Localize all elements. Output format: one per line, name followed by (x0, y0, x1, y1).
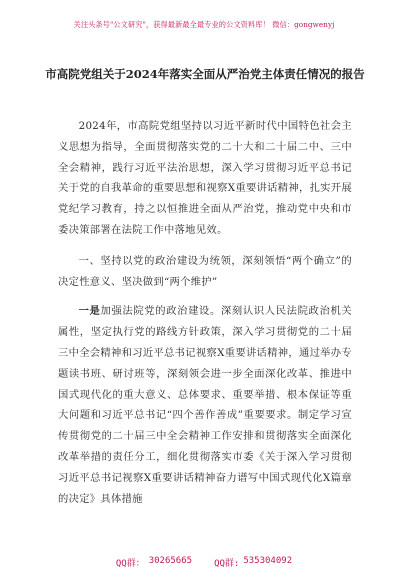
qq-label-2: QQ群: (214, 559, 240, 569)
qq-label-1: QQ群： (115, 559, 145, 569)
intro-paragraph: 2024年，市高院党组坚持以习近平新时代中国特色社会主义思想为指导，全面贯彻落实党的二十大和二十届二中、三中全会精神，践行习近平法治思想，深入学习贯彻习近平总书记关于党的自我革命的重要思想和视察X重要讲话精神，扎实开展党纪学习教育，持之以恒推进全面从严治党，推动党中央和市委决策部署在法院工作中落地见效。 (58, 120, 352, 236)
header-banner (0, 0, 408, 58)
body-paragraph (58, 301, 352, 509)
header-banner-text: 关注头条号"公文研究"，获得最新最全最专业的公文资料库！ 微信：gongwenyj (73, 20, 335, 29)
qq-number-2: 535304092 (243, 556, 293, 566)
footer-qq-group-2 (214, 556, 292, 574)
paragraph-text: 加强法院党的政治建设。深刻认识人民法院政治机关属性，坚定执行党的路线方针政策，深入学习贯彻党的二十届三中全会精神和习近平总书记视察X重要讲话精神，通过举办专题读书班、研讨班等，深刻领会进一步全面深化改革、推进中国式现代化的重大意义、总体要求、重要举措、根本保证等重大问题和习近平总书记“四个善作善成”重要要求。制定学习宣传贯彻党的二十届三中全会精神工作安排和贯彻落实全面深化改革举措的责任分工，细化贯彻落实市委《关于深入学习贯彻习近平总书记视察X重要讲话精神奋力谱写中国式现代化X篇章的决定》具体措施 (58, 305, 352, 505)
paragraph-lead: 一是 (78, 305, 101, 318)
footer-qq-group-1 (116, 556, 192, 574)
qq-number-1: 30265665 (148, 556, 193, 566)
document-title: 市高院党组关于2024年落实全面从严治党主体责任情况的报告 (45, 67, 365, 81)
section-heading: 一、坚持以党的政治建设为统领，深刻领悟“两个确立”的决定性意义、坚决做到“两个维护” (58, 254, 352, 288)
footer (0, 556, 408, 574)
document-body (58, 116, 352, 509)
